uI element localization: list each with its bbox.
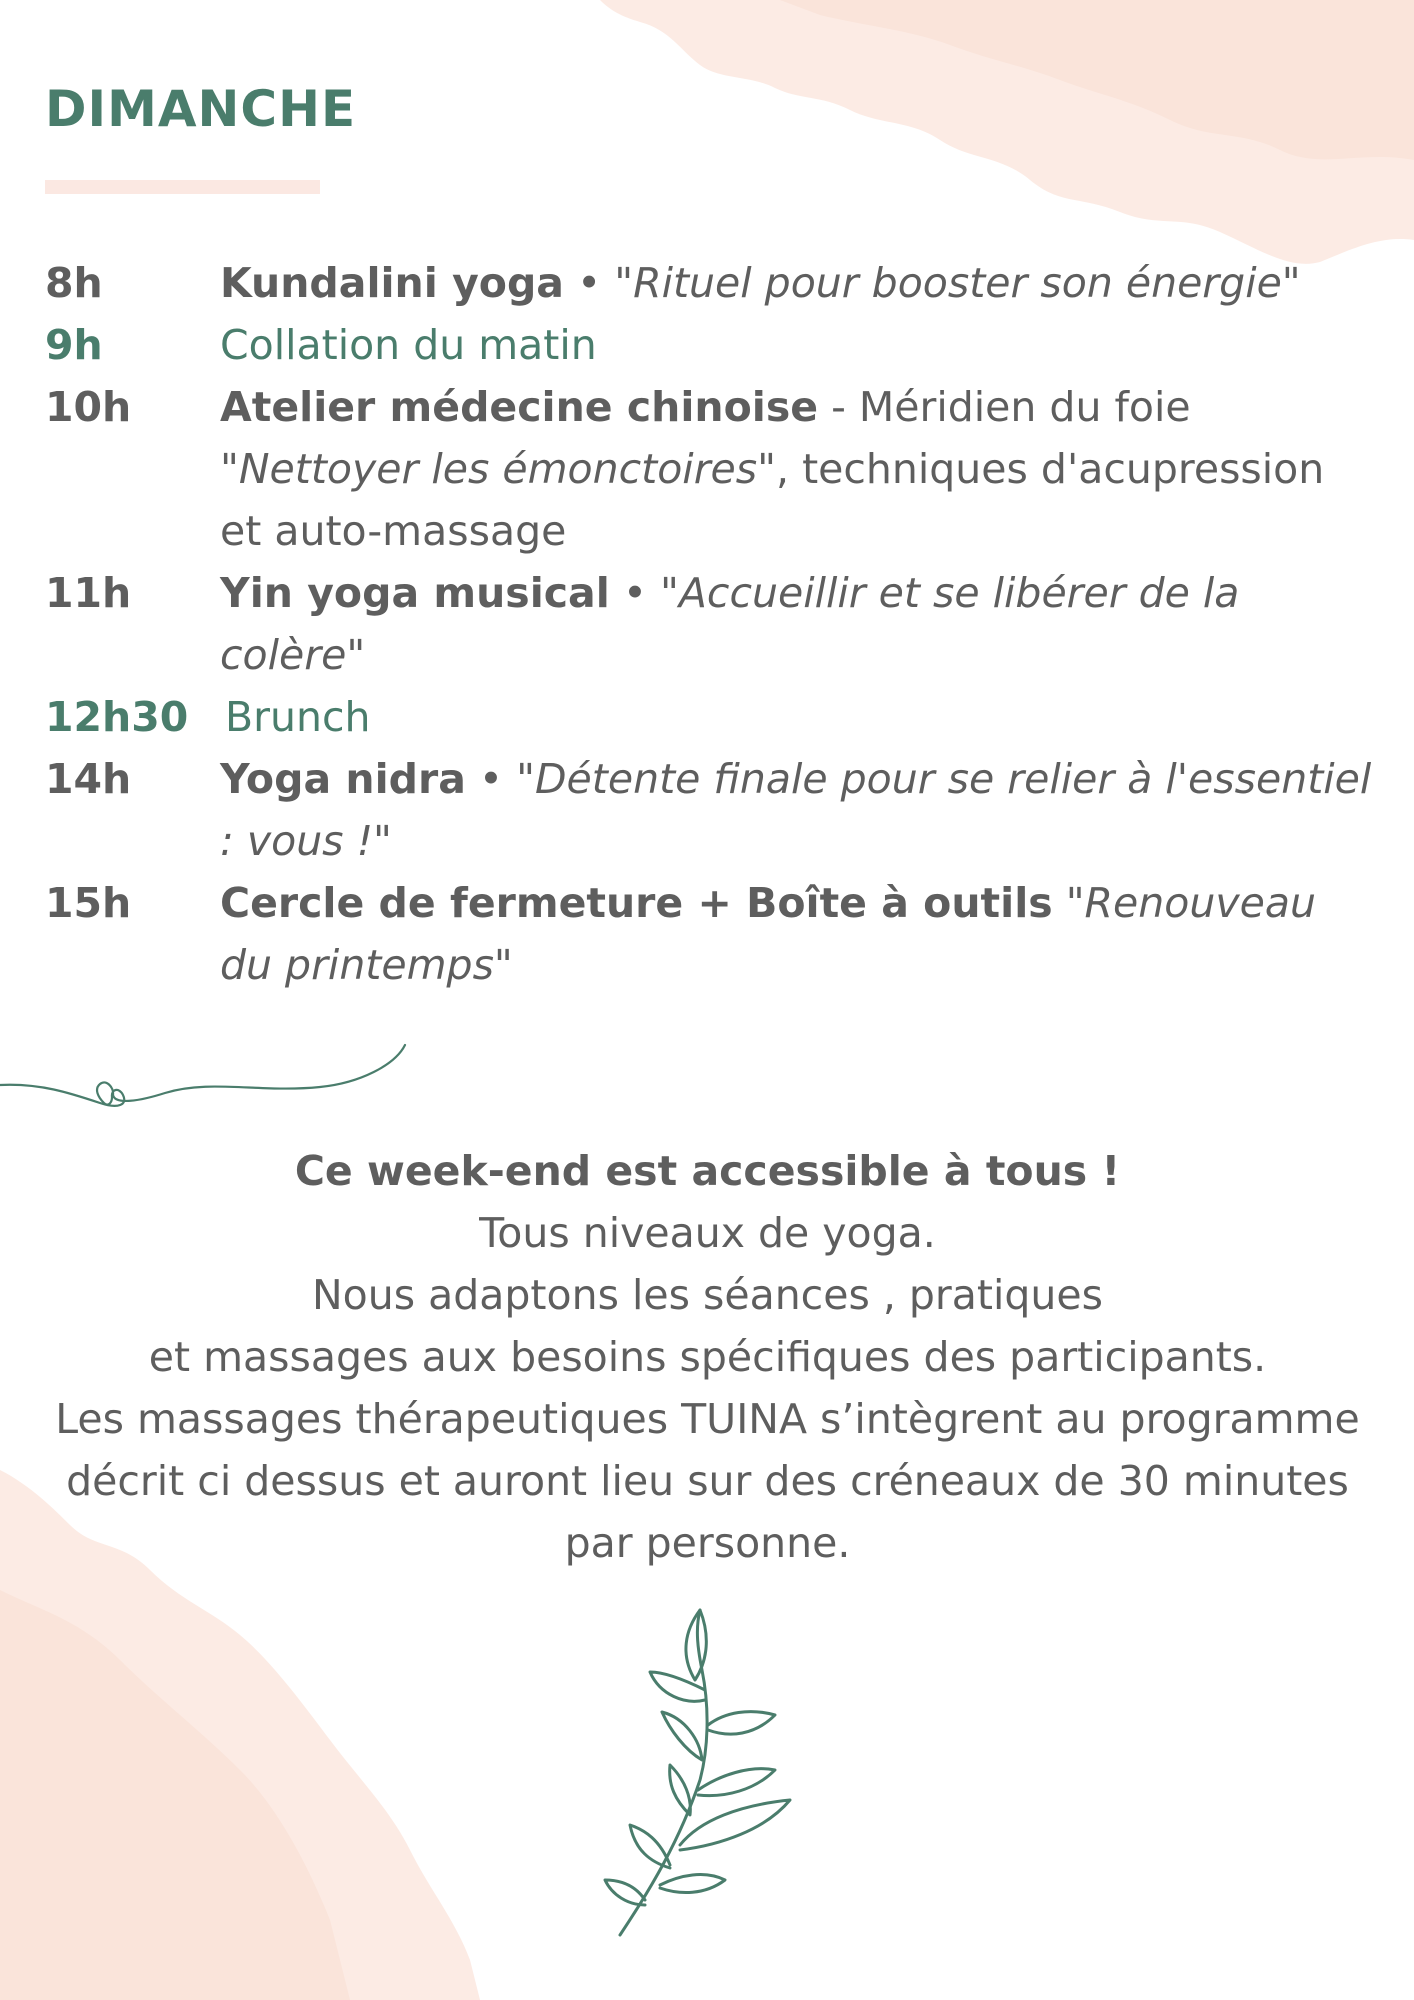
schedule-list xyxy=(45,252,1375,996)
schedule-row: 8h Kundalini yoga • "Rituel pour booster son énergie" xyxy=(45,252,1375,314)
info-line: et massages aux besoins spécifiques des participants. xyxy=(148,1333,1267,1381)
title-underline xyxy=(45,180,320,194)
activity-quote: "Renouveau du printemps" xyxy=(220,879,1316,989)
page-title: DIMANCHE xyxy=(45,80,357,138)
activity-subtitle: Méridien du foie xyxy=(858,383,1191,431)
activity-title: Kundalini yoga xyxy=(220,259,564,307)
activity-quote: "Nettoyer les émonctoires" xyxy=(220,445,777,493)
schedule-time: 8h xyxy=(45,259,103,307)
schedule-time: 11h xyxy=(45,569,132,617)
schedule-row xyxy=(45,314,1375,376)
watercolor-wash-top-right xyxy=(560,0,1414,290)
activity-title: Collation du matin xyxy=(220,321,597,369)
activity-title: Cercle de fermeture + Boîte à outils xyxy=(220,879,1053,927)
schedule-time: 14h xyxy=(45,755,132,803)
info-line: Les massages thérapeutiques TUINA s’intègrent au programme décrit ci dessus et auront lieu sur des créneaux de 30 minutes par personne. xyxy=(55,1395,1360,1567)
schedule-time: 12h30 xyxy=(45,693,189,741)
schedule-time: 15h xyxy=(45,879,132,927)
leaf-branch-icon xyxy=(590,1600,820,1940)
activity-quote: "Accueillir et se libérer de la colère" xyxy=(220,569,1240,679)
schedule-row xyxy=(45,872,1375,996)
activity-details: , techniques d'acupression et auto-massage xyxy=(220,445,1325,555)
activity-title: Atelier médecine chinoise xyxy=(220,383,819,431)
schedule-row xyxy=(45,686,1375,748)
info-line: Nous adaptons les séances , pratiques xyxy=(312,1271,1103,1319)
activity-title: Yin yoga musical xyxy=(220,569,610,617)
schedule-row: 14h Yoga nidra • "Détente finale pour se relier à l'essentiel : vous !" xyxy=(45,748,1375,872)
activity-quote: Détente finale pour se relier à l'essentiel : vous !" xyxy=(220,755,1372,865)
info-headline: Ce week-end est accessible à tous ! xyxy=(294,1147,1121,1195)
schedule-time: 9h xyxy=(45,321,103,369)
activity-title: Brunch xyxy=(225,693,371,741)
activity-title: Yoga nidra xyxy=(220,755,466,803)
schedule-row: 10h Atelier médecine chinoise - Méridien du foie "Nettoyer les émonctoires", techniques d'acupression et auto-massage xyxy=(45,376,1375,562)
info-block xyxy=(40,1140,1375,1574)
schedule-time: 10h xyxy=(45,383,132,431)
schedule-row: 11h Yin yoga musical • "Accueillir et se libérer de la colère" xyxy=(45,562,1375,686)
heart-swirl-icon xyxy=(0,1035,420,1115)
info-line: Tous niveaux de yoga. xyxy=(479,1209,936,1257)
activity-quote: "Rituel pour booster son énergie" xyxy=(614,259,1301,307)
